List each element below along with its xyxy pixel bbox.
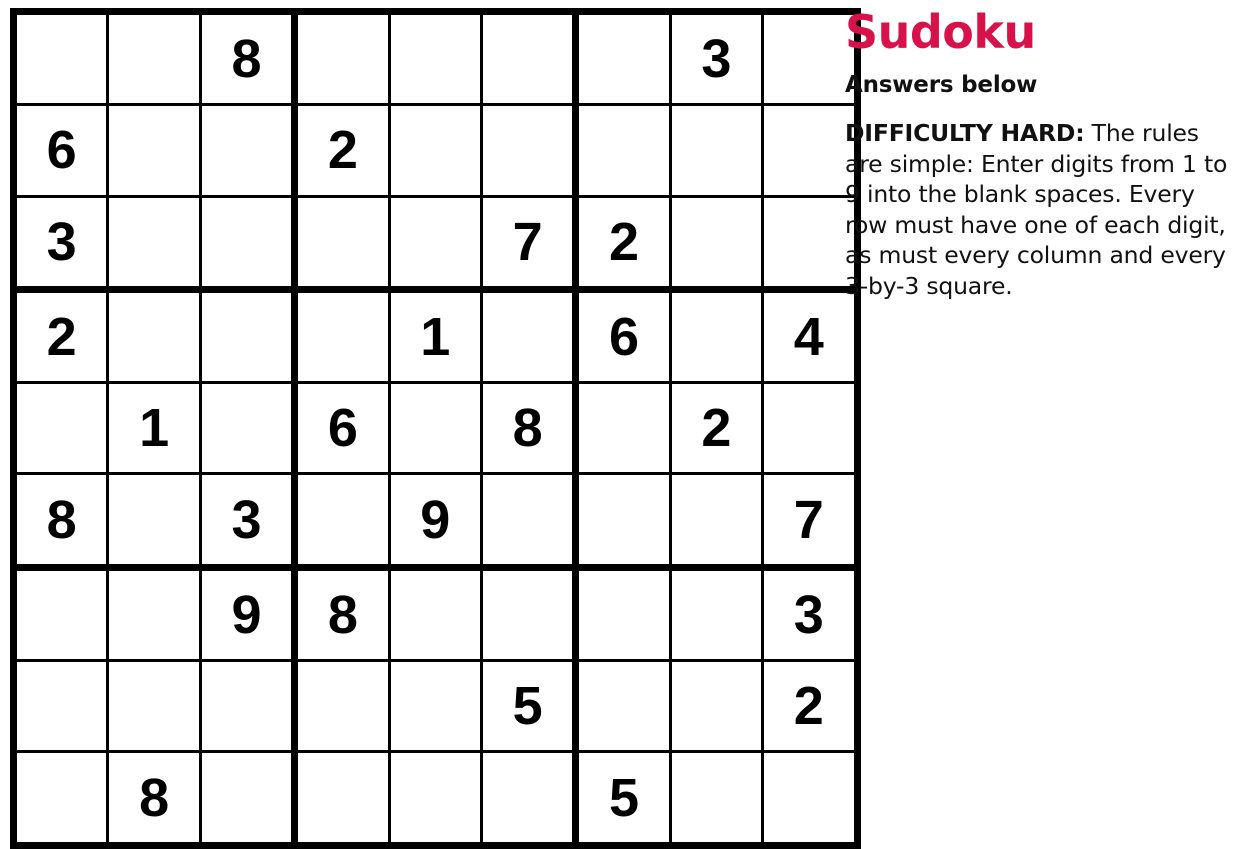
sudoku-row [14, 105, 858, 196]
sudoku-cell-r8c8[interactable] [670, 661, 762, 752]
sudoku-cell-r5c2[interactable]: 1 [108, 383, 200, 474]
sudoku-cell-r5c8[interactable]: 2 [670, 383, 762, 474]
instructions-text: The rules are simple: Enter digits from 1 to 9 into the blank spaces. Every row must have one of each digit, as must every column and every 3-by-3 square. [845, 119, 1228, 301]
sudoku-cell-r3c3[interactable] [200, 196, 294, 289]
sudoku-cell-r1c1[interactable] [14, 12, 108, 105]
sudoku-cell-r8c7[interactable] [576, 661, 670, 752]
sudoku-cell-r4c8[interactable] [670, 289, 762, 382]
sudoku-cell-r7c1[interactable] [14, 567, 108, 660]
sudoku-cell-r3c7[interactable]: 2 [576, 196, 670, 289]
sudoku-cell-r5c6[interactable]: 8 [481, 383, 575, 474]
sudoku-cell-r3c6[interactable]: 7 [481, 196, 575, 289]
sudoku-cell-r2c9[interactable] [763, 105, 857, 196]
sudoku-cell-r4c9[interactable]: 4 [763, 289, 857, 382]
sudoku-cell-r3c8[interactable] [670, 196, 762, 289]
sudoku-cell-r2c2[interactable] [108, 105, 200, 196]
sudoku-cell-r6c5[interactable]: 9 [389, 474, 481, 567]
sudoku-cell-r3c1[interactable]: 3 [14, 196, 108, 289]
page-title: Sudoku [845, 5, 1036, 59]
sudoku-cell-r9c4[interactable] [295, 752, 389, 845]
sudoku-cell-r2c4[interactable]: 2 [295, 105, 389, 196]
sudoku-grid[interactable] [10, 8, 861, 849]
sudoku-cell-r1c4[interactable] [295, 12, 389, 105]
instructions-paragraph [845, 118, 1235, 301]
sudoku-grid-container [10, 8, 824, 828]
sudoku-cell-r8c3[interactable] [200, 661, 294, 752]
sudoku-cell-r5c1[interactable] [14, 383, 108, 474]
sudoku-cell-r9c1[interactable] [14, 752, 108, 845]
sudoku-cell-r5c4[interactable]: 6 [295, 383, 389, 474]
sudoku-cell-r7c5[interactable] [389, 567, 481, 660]
sudoku-row [14, 383, 858, 474]
sudoku-cell-r9c5[interactable] [389, 752, 481, 845]
difficulty-label: DIFFICULTY HARD: [845, 119, 1085, 148]
sudoku-cell-r9c2[interactable]: 8 [108, 752, 200, 845]
sudoku-cell-r3c4[interactable] [295, 196, 389, 289]
sudoku-cell-r3c2[interactable] [108, 196, 200, 289]
sudoku-cell-r2c1[interactable]: 6 [14, 105, 108, 196]
sudoku-cell-r7c3[interactable]: 9 [200, 567, 294, 660]
sudoku-cell-r2c8[interactable] [670, 105, 762, 196]
sudoku-row [14, 567, 858, 660]
sudoku-cell-r1c2[interactable] [108, 12, 200, 105]
sudoku-cell-r5c7[interactable] [576, 383, 670, 474]
sudoku-cell-r1c3[interactable]: 8 [200, 12, 294, 105]
sudoku-row [14, 752, 858, 845]
sudoku-row [14, 661, 858, 752]
sudoku-cell-r2c3[interactable] [200, 105, 294, 196]
sudoku-cell-r7c2[interactable] [108, 567, 200, 660]
sudoku-cell-r6c2[interactable] [108, 474, 200, 567]
sudoku-cell-r7c4[interactable]: 8 [295, 567, 389, 660]
sudoku-cell-r1c9[interactable] [763, 12, 857, 105]
sudoku-cell-r1c8[interactable]: 3 [670, 12, 762, 105]
sudoku-cell-r4c1[interactable]: 2 [14, 289, 108, 382]
sudoku-cell-r8c6[interactable]: 5 [481, 661, 575, 752]
sudoku-cell-r4c3[interactable] [200, 289, 294, 382]
sudoku-cell-r6c8[interactable] [670, 474, 762, 567]
sudoku-row [14, 474, 858, 567]
sudoku-row [14, 289, 858, 382]
sudoku-cell-r7c8[interactable] [670, 567, 762, 660]
sudoku-cell-r6c1[interactable]: 8 [14, 474, 108, 567]
sudoku-cell-r1c5[interactable] [389, 12, 481, 105]
sudoku-row [14, 12, 858, 105]
sudoku-cell-r6c9[interactable]: 7 [763, 474, 857, 567]
sudoku-row [14, 196, 858, 289]
sudoku-cell-r8c5[interactable] [389, 661, 481, 752]
sudoku-cell-r6c4[interactable] [295, 474, 389, 567]
sudoku-cell-r9c3[interactable] [200, 752, 294, 845]
sudoku-cell-r7c7[interactable] [576, 567, 670, 660]
sudoku-cell-r5c3[interactable] [200, 383, 294, 474]
sudoku-cell-r3c5[interactable] [389, 196, 481, 289]
sudoku-cell-r4c5[interactable]: 1 [389, 289, 481, 382]
sudoku-cell-r2c5[interactable] [389, 105, 481, 196]
sudoku-cell-r2c6[interactable] [481, 105, 575, 196]
sudoku-cell-r8c1[interactable] [14, 661, 108, 752]
sudoku-cell-r6c3[interactable]: 3 [200, 474, 294, 567]
sudoku-cell-r5c5[interactable] [389, 383, 481, 474]
answers-note: Answers below [845, 72, 1038, 99]
sudoku-cell-r1c7[interactable] [576, 12, 670, 105]
sudoku-cell-r7c6[interactable] [481, 567, 575, 660]
sudoku-cell-r9c9[interactable] [763, 752, 857, 845]
sudoku-cell-r1c6[interactable] [481, 12, 575, 105]
sudoku-cell-r8c2[interactable] [108, 661, 200, 752]
sudoku-cell-r5c9[interactable] [763, 383, 857, 474]
sudoku-cell-r3c9[interactable] [763, 196, 857, 289]
sudoku-cell-r8c9[interactable]: 2 [763, 661, 857, 752]
sudoku-cell-r6c6[interactable] [481, 474, 575, 567]
sudoku-cell-r9c6[interactable] [481, 752, 575, 845]
info-panel [845, 0, 1235, 811]
sudoku-cell-r8c4[interactable] [295, 661, 389, 752]
sudoku-cell-r4c4[interactable] [295, 289, 389, 382]
sudoku-cell-r9c7[interactable]: 5 [576, 752, 670, 845]
sudoku-cell-r2c7[interactable] [576, 105, 670, 196]
sudoku-cell-r7c9[interactable]: 3 [763, 567, 857, 660]
sudoku-cell-r4c7[interactable]: 6 [576, 289, 670, 382]
sudoku-cell-r9c8[interactable] [670, 752, 762, 845]
sudoku-cell-r6c7[interactable] [576, 474, 670, 567]
sudoku-cell-r4c6[interactable] [481, 289, 575, 382]
sudoku-cell-r4c2[interactable] [108, 289, 200, 382]
